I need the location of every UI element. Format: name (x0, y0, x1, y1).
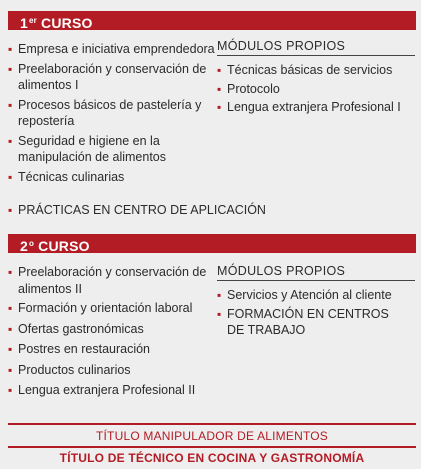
course-2-own-modules (217, 264, 415, 339)
course-2-number: 2 (20, 238, 28, 254)
course-1-own-modules (217, 39, 415, 116)
list-item: ▪ FORMACIÓN EN CENTROS DE TRABAJO (217, 306, 389, 337)
list-item: ▪ Lengua extranjera Profesional II (8, 383, 196, 397)
footer-divider-top (8, 423, 416, 425)
bullet-icon: ▪ (8, 301, 13, 315)
list-item: ▪ Ofertas gastronómicas (8, 321, 144, 336)
list-item: ▪ Procesos básicos de pastelería y repostería (8, 97, 202, 128)
list-item: ▪ Productos culinarios (8, 362, 131, 377)
bullet-icon: ▪ (8, 265, 13, 279)
list-item: ▪ Protocolo (217, 81, 280, 96)
bullet-icon: ▪ (8, 169, 13, 184)
list-item: ▪ Seguridad e higiene en la manipulación de alimentos (8, 133, 167, 164)
bullet-icon: ▪ (8, 321, 13, 336)
footer-title-manipulador: TÍTULO MANIPULADOR DE ALIMENTOS (95, 429, 329, 443)
bullet-icon: ▪ (217, 288, 222, 302)
list-item: ▪ Servicios y Atención al cliente (217, 288, 392, 302)
list-item: ▪ Empresa e iniciativa emprendedora (8, 42, 215, 56)
bullet-icon: ▪ (8, 383, 13, 397)
bullet-icon: ▪ (8, 61, 13, 76)
footer-title-tecnico: TÍTULO DE TÉCNICO EN COCINA Y GASTRONOMÍA (59, 451, 365, 465)
list-item: ▪ Técnicas culinarias (8, 169, 125, 184)
bullet-icon: ▪ (217, 306, 222, 321)
bullet-icon: ▪ (217, 63, 222, 77)
bullet-icon: ▪ (8, 342, 13, 356)
own-modules-heading: MÓDULOS PROPIOS (217, 264, 415, 281)
course-2-ordinal: o (29, 239, 35, 248)
list-item: ▪ Técnicas básicas de servicios (217, 63, 393, 77)
footer-divider-bottom (8, 446, 416, 448)
bullet-icon: ▪ (8, 42, 13, 56)
bullet-icon: ▪ (8, 97, 13, 112)
course-1-ordinal: er (29, 16, 37, 25)
bullet-icon: ▪ (217, 81, 222, 96)
course-1-header (8, 11, 416, 30)
course-1-module-list (8, 41, 215, 185)
practicas-line (8, 202, 266, 219)
list-item: ▪ Lengua extranjera Profesional I (217, 100, 401, 114)
list-item: ▪ Formación y orientación laboral (8, 301, 193, 315)
bullet-icon: ▪ (217, 100, 222, 114)
course-1-number: 1 (20, 15, 28, 31)
course-2-header (8, 234, 416, 253)
list-item: ▪ Preelaboración y conservación de alimentos II (8, 265, 207, 296)
bullet-icon: ▪ (8, 133, 13, 148)
course-2-module-list (8, 264, 208, 399)
bullet-icon: ▪ (8, 203, 13, 217)
bullet-icon: ▪ (8, 362, 13, 377)
own-modules-heading: MÓDULOS PROPIOS (217, 39, 415, 56)
list-item: ▪ Postres en restauración (8, 342, 151, 356)
course-1-label: CURSO (36, 15, 93, 31)
list-item: ▪ PRÁCTICAS EN CENTRO DE APLICACIÓN (8, 203, 266, 217)
list-item: ▪ Preelaboración y conservación de alimentos I (8, 61, 207, 92)
course-2-label: CURSO (34, 238, 90, 254)
